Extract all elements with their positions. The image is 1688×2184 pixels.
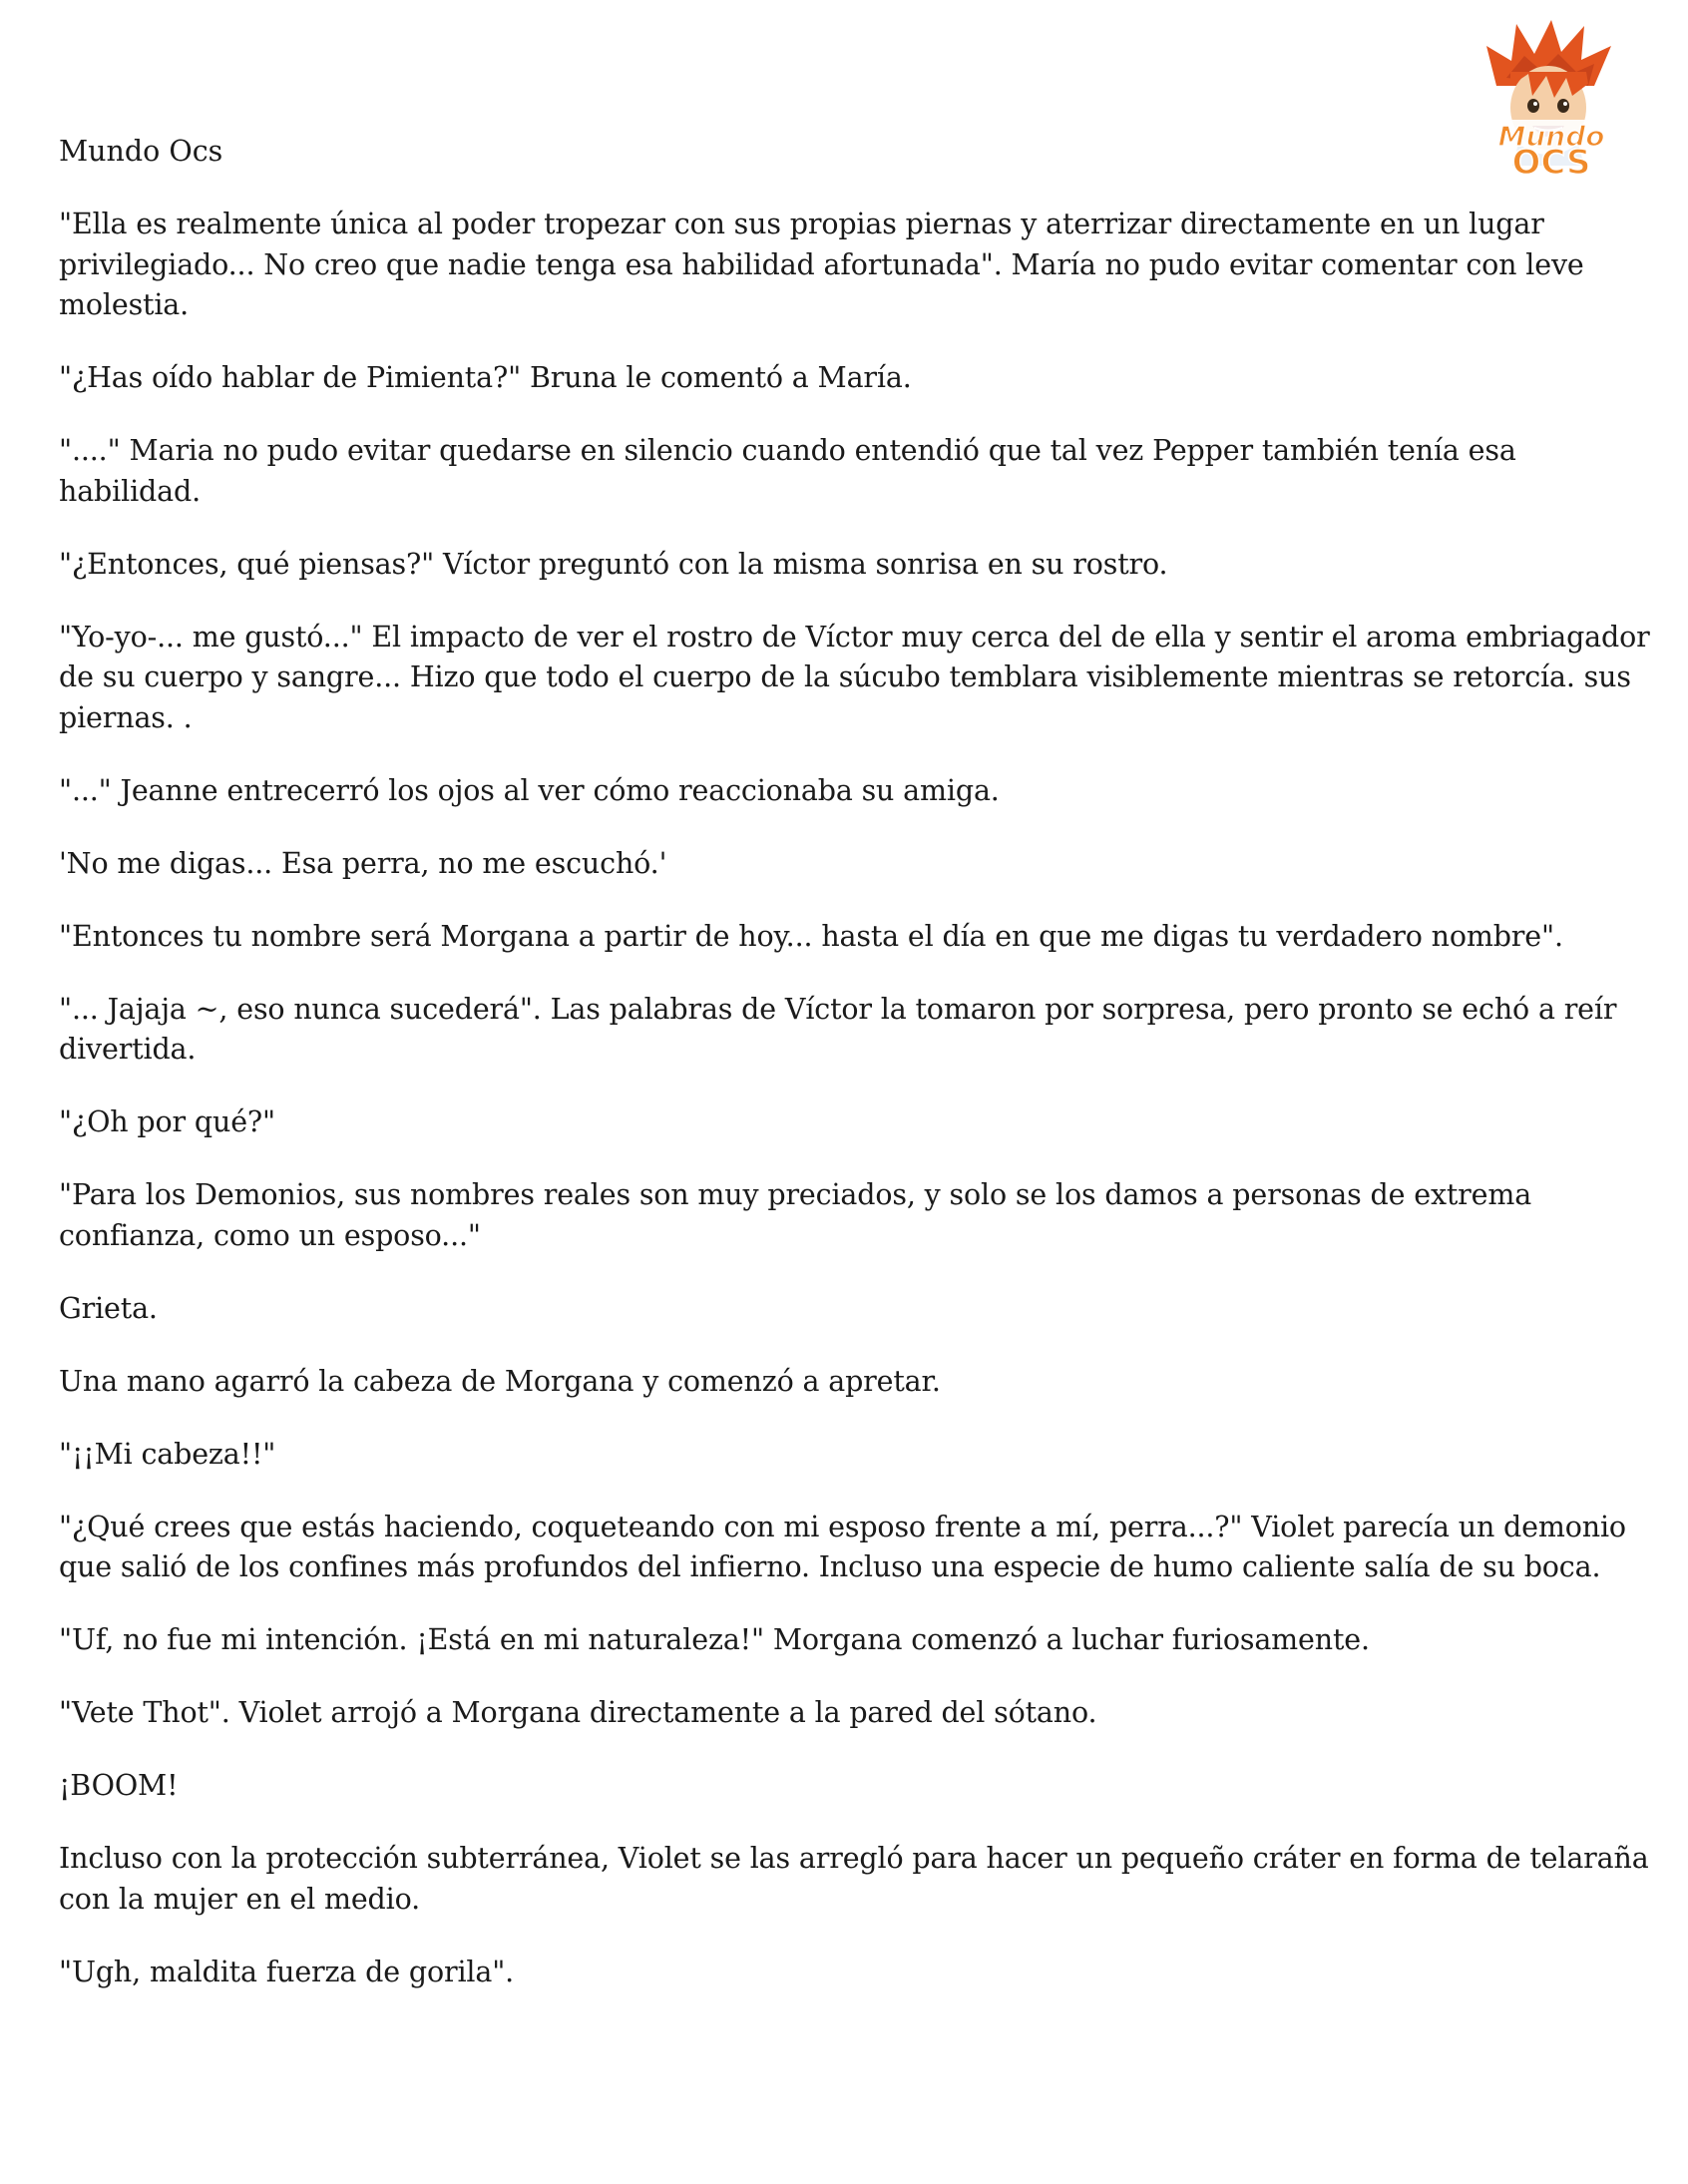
page-header-title: Mundo Ocs [59, 135, 223, 168]
paragraph: "Yo-yo-... me gustó..." El impacto de ver el rostro de Víctor muy cerca del de ella y sentir el aroma embriagador de su cuerpo y sangre... Hizo que todo el cuerpo de la súcubo temblara visiblemente mientras se retorcía. sus piernas. . [59, 620, 1650, 734]
logo-mascot-image [1467, 16, 1636, 186]
paragraph: "Vete Thot". Violet arrojó a Morgana directamente a la pared del sótano. [59, 1696, 1097, 1729]
mundo-ocs-logo [1467, 16, 1636, 186]
paragraph: "¿Entonces, qué piensas?" Víctor preguntó con la misma sonrisa en su rostro. [59, 547, 1168, 581]
paragraph: Grieta. [59, 1291, 158, 1325]
paragraph: 'No me digas... Esa perra, no me escuchó.' [59, 846, 667, 880]
paragraph: "Para los Demonios, sus nombres reales son muy preciados, y solo se los damos a personas de extrema confianza, como un esposo..." [59, 1178, 1532, 1252]
paragraph: "..." Jeanne entrecerró los ojos al ver cómo reaccionaba su amiga. [59, 773, 1000, 807]
paragraph: "¿Has oído hablar de Pimienta?" Bruna le comentó a María. [59, 361, 912, 394]
paragraph: Una mano agarró la cabeza de Morgana y comenzó a apretar. [59, 1364, 941, 1398]
paragraph: "Uf, no fue mi intención. ¡Está en mi naturaleza!" Morgana comenzó a luchar furiosamente. [59, 1623, 1370, 1656]
story-body [59, 205, 1655, 2025]
paragraph: "Ella es realmente única al poder tropezar con sus propias piernas y aterrizar directamente en un lugar privilegiado... No creo que nadie tenga esa habilidad afortunada". María no pudo evitar comentar con leve molestia. [59, 208, 1584, 321]
paragraph: "¡¡Mi cabeza!!" [59, 1437, 276, 1471]
paragraph: "...." Maria no pudo evitar quedarse en silencio cuando entendió que tal vez Pepper también tenía esa habilidad. [59, 434, 1516, 508]
paragraph: "Entonces tu nombre será Morgana a partir de hoy... hasta el día en que me digas tu verdadero nombre". [59, 919, 1563, 953]
paragraph: "Ugh, maldita fuerza de gorila". [59, 1955, 515, 1988]
paragraph: "¿Qué crees que estás haciendo, coqueteando con mi esposo frente a mí, perra...?" Violet parecía un demonio que salió de los confines más profundos del infierno. Incluso una especie de humo caliente salía de su boca. [59, 1510, 1626, 1583]
logo-word-mundo: Mundo [1497, 120, 1605, 153]
paragraph: Incluso con la protección subterránea, Violet se las arregló para hacer un pequeño cráter en forma de telaraña con la mujer en el medio. [59, 1842, 1649, 1916]
logo-word-ocs: OCS [1511, 143, 1591, 183]
paragraph: "¿Oh por qué?" [59, 1105, 276, 1138]
paragraph: ¡BOOM! [59, 1769, 179, 1802]
paragraph: "... Jajaja ~, eso nunca sucederá". Las palabras de Víctor la tomaron por sorpresa, pero pronto se echó a reír divertida. [59, 992, 1617, 1066]
